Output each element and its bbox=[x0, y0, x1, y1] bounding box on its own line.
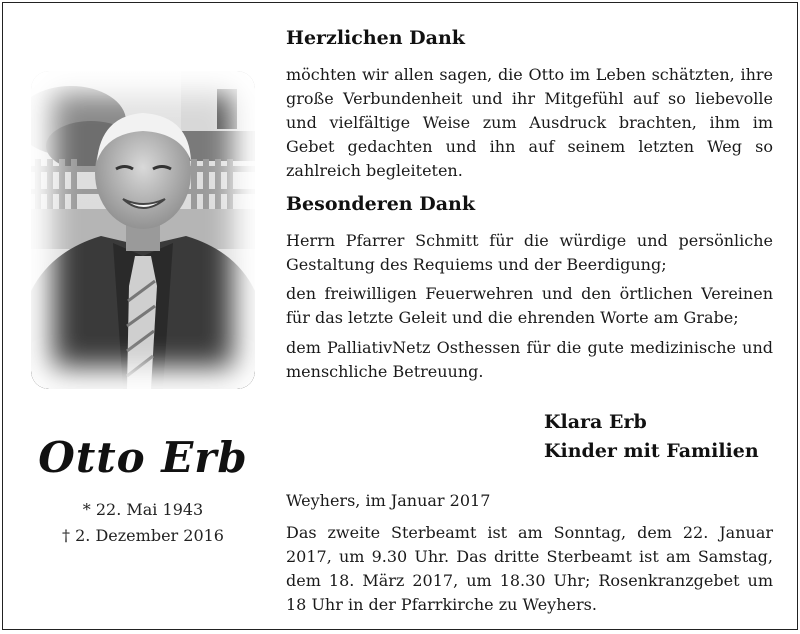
special-thanks-text: dem PalliativNetz Osthessen für die gute medizinische und menschliche Betreuung. bbox=[286, 338, 773, 381]
death-date: † 2. Dezember 2016 bbox=[62, 526, 224, 545]
signatories bbox=[544, 408, 759, 466]
portrait-photo bbox=[31, 71, 255, 389]
heading-herzlichen-dank: Herzlichen Dank bbox=[286, 27, 465, 49]
special-thanks-item bbox=[286, 336, 773, 384]
thanks-text: möchten wir allen sagen, die Otto im Leben schätzten, ihre große Verbundenheit und ihr Mitgefühl auf so liebevolle und vielfältige Weise zum Ausdruck brachten, ihm im Gebet gedachten und ihn auf seinem letzten Weg so zahlreich begleiteten. bbox=[286, 65, 773, 180]
deceased-name: Otto Erb bbox=[38, 433, 248, 482]
place-date bbox=[286, 489, 773, 513]
life-dates bbox=[3, 497, 283, 549]
birth-date: * 22. Mai 1943 bbox=[82, 500, 204, 519]
obituary-notice bbox=[2, 2, 798, 630]
special-thanks-text: den freiwilligen Feuerwehren und den örtlichen Vereinen für das letzte Geleit und die ehrenden Worte am Grabe; bbox=[286, 284, 773, 327]
heading-besonderen-dank: Besonderen Dank bbox=[286, 193, 475, 215]
mass-information-text: Das zweite Sterbeamt ist am Sonntag, dem 22. Januar 2017, um 9.30 Uhr. Das dritte Sterbeamt ist am Samstag, dem 18. März 2017, um 18.30 Uhr; Rosenkranzgebet um 18 Uhr in der Pfarrkirche zu Weyhers. bbox=[286, 523, 773, 614]
portrait-image bbox=[31, 71, 255, 389]
place-date-text: Weyhers, im Januar 2017 bbox=[286, 491, 491, 510]
thanks-paragraph bbox=[286, 63, 773, 183]
signer: Kinder mit Familien bbox=[544, 440, 759, 462]
special-thanks-item bbox=[286, 282, 773, 330]
special-thanks-text: Herrn Pfarrer Schmitt für die würdige und persönliche Gestaltung des Requiems und der Beerdigung; bbox=[286, 231, 773, 274]
signer: Klara Erb bbox=[544, 411, 647, 433]
mass-information bbox=[286, 521, 773, 617]
special-thanks-item bbox=[286, 229, 773, 277]
